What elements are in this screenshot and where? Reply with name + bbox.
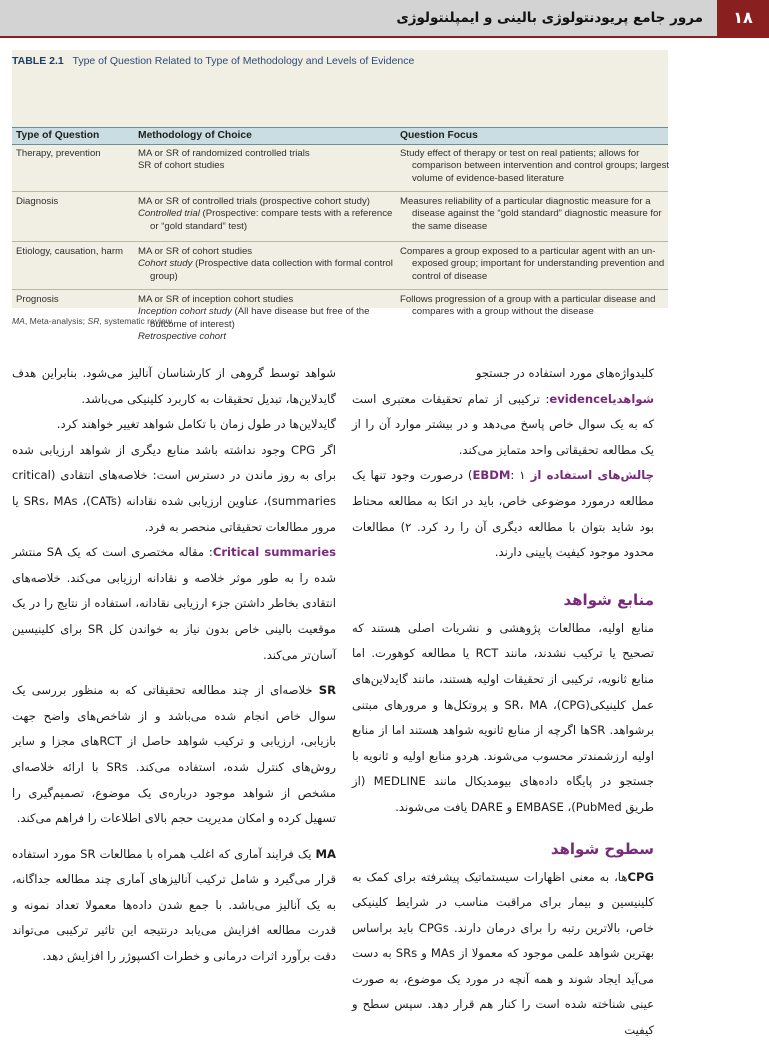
paragraph-critical-summaries: Critical summaries: مقاله مختصری است که یک SA منتشر شده را به طور موثر خلاصه و نقادانه ارزیابی می‌کند. خلاصه‌های انتقادی بخاطر داشتن جزء ارزیابی نقادانه، استفاده از نتایج را در یک موقعیت بالینی خاص بدون نیاز به خواندن کل SR برای کلینیسین آسان‌تر می‌کند. [12, 545, 336, 662]
paragraph-evidence: شواهد‌یا‌evidence: ترکیبی از تمام تحقیقات معتبری است که به یک سوال خاص پاسخ می‌دهد و در بیشتر موارد آن را از یک مطالعه تحقیقاتی واحد متمایز می‌کند. [352, 391, 654, 457]
table-caption-label: TABLE 2.1 [12, 55, 64, 67]
paragraph-ma: MA یک فرایند آماری که اغلب همراه با مطالعات SR مورد استفاده قرار می‌گیرد و شامل ترکیب آنالیزهای آماری چند مطالعه جداگانه، به یک آنالیز می‌باشد. با جمع شدن داده‌ها معمولا تعداد نمونه و قدرت مطالعه افزایش می‌یابد درنتیجه این تاثیر ترکیبی می‌تواند دقت برآورد اثرات درمانی و خطرات اکسپوژر را افزایش دهد. [12, 846, 336, 964]
table-header-focus: Question Focus [400, 130, 478, 141]
table-caption-text: Type of Question Related to Type of Methodology and Levels of Evidence [72, 55, 415, 67]
table-cell-methodology: MA or SR of inception cohort studies Inception cohort study (All have disease but free of the outcome of interest) Retrospective cohort [138, 294, 370, 343]
table-cell-methodology: MA or SR of controlled trials (prospective cohort study) Controlled trial (Prospective: compare tests with a reference or “gold standard” test) [138, 196, 393, 232]
page-number: ۱۸ [717, 0, 769, 36]
table-cell-methodology: MA or SR of cohort studies Cohort study (Prospective data collection with formal control group) [138, 246, 393, 282]
table-row-etiology [12, 243, 668, 290]
table-footnote: MA, Meta-analysis; SR, systematic review. [12, 316, 174, 326]
table-header-row [12, 127, 668, 145]
heading-evidence-sources: منابع شواهد [563, 590, 654, 609]
table-cell-focus: Study effect of therapy or test on real patients; allows for comparison between intervention and control groups; largest volume of evidence-based literature [400, 148, 670, 184]
table-cell-methodology: MA or SR of randomized controlled trials SR of cohort studies [138, 148, 310, 172]
table-cell-type: Therapy, prevention [16, 148, 101, 159]
paragraph-guidelines-change: گایدلاین‌ها در طول زمان با تکامل شواهد تغییر خواهند کرد. [56, 417, 336, 432]
table-row-diagnosis [12, 193, 668, 242]
paragraph-other-sources: اگر CPG وجود نداشته باشد منابع دیگری از شواهد ارزیابی شده برای به روز ماندن در دسترس است: خلاصه‌های انتقادی (critical summaries)، عناوین ارزیابی شده نقادانه (CATs)، SRs، MAs یا مرور مطالعات تحقیقاتی منحصر به فرد. [12, 442, 336, 534]
paragraph-guidelines-purpose: شواهد توسط گروهی از کارشناسان آنالیز می‌شود. بنابراین هدف گایدلاین‌ها، تبدیل تحقیقات به کاربرد کلینیکی می‌باشد. [12, 366, 336, 406]
table-header-methodology: Methodology of Choice [138, 130, 252, 141]
table-cell-focus: Compares a group exposed to a particular agent with an un- exposed group; important for understanding prevention and control of disease [400, 246, 665, 282]
table-cell-type: Prognosis [16, 294, 59, 305]
paragraph-sources: منابع اولیه، مطالعات پژوهشی و نشریات اصلی هستند که تصحیح یا ترکیب نشدند، مانند RCT یا مطالعه کوهورت. اما منابع ثانویه، ترکیبی از تحقیقات اولیه هستند، مانند گایدلاین‌های عمل کلینیکی(CPG)، SR، MA و پروتکل‌ها و مرورهای مبتنی برشواهد. SRها اگرچه از منابع ثانویه شواهد هستند اما از منابع اولیه ارزشمندتر محسوب می‌شوند. هردو منابع اولیه و ثانویه با جستجو در پایگاه داده‌های بیومدیکال مانند MEDLINE (از طریق PubMed)، EMBASE و DARE یافت می‌شوند. [352, 620, 655, 814]
table-cell-type: Etiology, causation, harm [16, 246, 124, 257]
paragraph-sr: SR خلاصه‌ای از چند مطالعه تحقیقاتی که به منظور بررسی یک سوال خاص انجام شده می‌باشد و از شاخص‌های واضح جهت بازیابی، ارزیابی و ترکیب شواهد حاصل از RCTهای مجزا و سایر روش‌های کنترل شده، استفاده می‌کند. SRs با ارائه خلاصه‌ای مشخص از شواهد موجود درباره‌ی یک موضوع، تصمیم‌گیری را تسهیل کرده و امکان مدیریت حجم بالای اطلاعات را فراهم می‌کند. [12, 683, 336, 826]
paragraph-cpg: CPGها، به معنی اظهارات سیستماتیک پیشرفته برای کمک به کلینیسین و بیمار برای مراقبت مناسب در شرایط کلینیکی خاص، بالاترین رتبه را برای درمان دارند. CPGs باید براساس بهترین شواهد علمی موجود که معمولا از MAs و SRs به دست می‌آید ایجاد شوند و همه آنچه در مورد یک موضوع، به صورت عینی شناخته شده است را کنار هم قرار دهد. سپس سطح و کیفیت [352, 869, 654, 1038]
heading-evidence-levels: سطوح شواهد [550, 839, 654, 858]
table-cell-focus: Follows progression of a group with a particular disease and compares with a group without the disease [400, 294, 656, 318]
left-text-column [12, 361, 336, 970]
running-title: مرور جامع پریودنتولوژی بالینی و ایمپلنتولوژی [396, 10, 703, 26]
table-cell-focus: Measures reliability of a particular diagnostic measure for a disease against the “gold standard” diagnostic measure for the same disease [400, 196, 662, 232]
keywords-line: کلیدواژه‌های مورد استفاده در جستجو [475, 366, 654, 380]
running-header [0, 0, 769, 38]
right-text-column [352, 361, 654, 1044]
table-caption [12, 55, 414, 67]
table-cell-type: Diagnosis [16, 196, 59, 207]
paragraph-ebdm-challenges: چالش‌های استفاده از EBDM: ۱) درصورت وجود تنها یک مطالعه درمورد موضوعی خاص، باید در اتکا به مطالعه محتاط بود شاید بتوان با مطالعه دیگری آن را رد کرد. ۲) مطالعات محدود موجود کیفیت پایینی دارند. [352, 468, 654, 560]
table-row-therapy [12, 145, 668, 192]
table-header-type: Type of Question [16, 130, 100, 141]
